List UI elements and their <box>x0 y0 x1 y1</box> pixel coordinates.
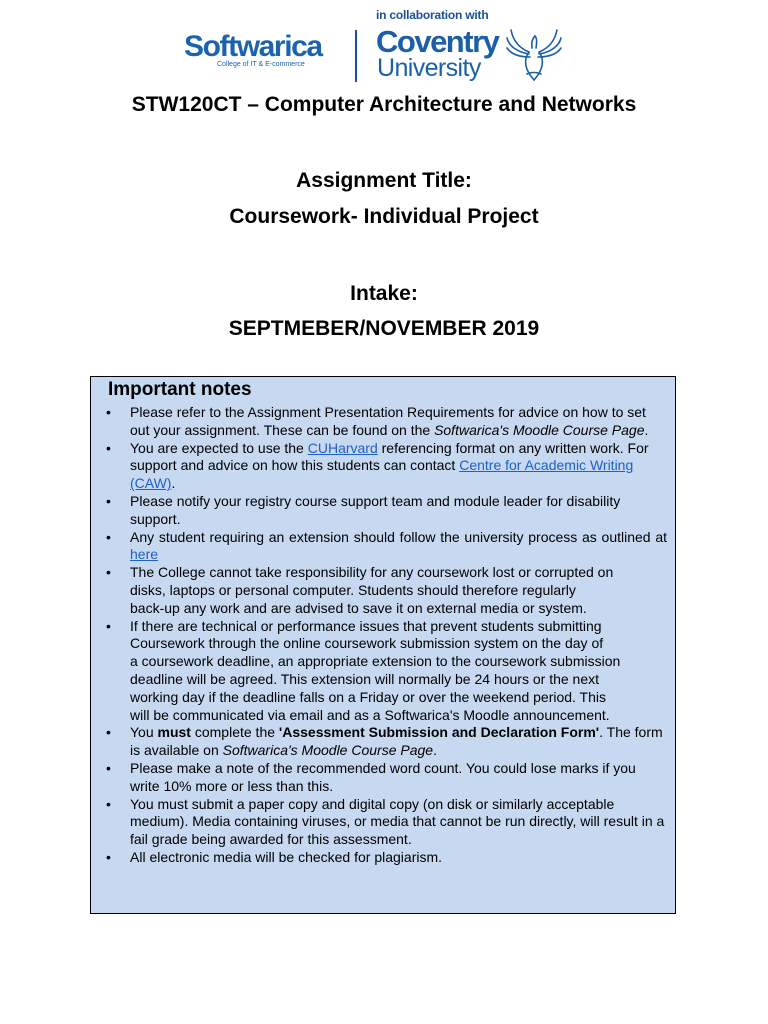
list-item <box>91 440 677 493</box>
phoenix-icon <box>505 26 563 84</box>
cuharvard-link[interactable]: CUHarvard <box>307 439 378 456</box>
softwarica-tagline: College of IT & E-commerce <box>217 61 305 68</box>
item-text: . <box>171 475 176 492</box>
list-item <box>91 796 677 849</box>
item-text: referencing format on any written work. For support and advice on how this students can contact <box>130 439 649 474</box>
list-item <box>91 564 677 617</box>
item-line: The College cannot take responsibility for any coursework lost or corrupted on <box>130 564 614 581</box>
list-item <box>91 849 677 867</box>
intake-value: SEPTMEBER/NOVEMBER 2019 <box>228 317 540 340</box>
item-text: You are expected to use the <box>130 439 308 456</box>
softwarica-logo: Softwarica <box>184 30 322 63</box>
item-text: You must submit a paper copy and digital copy (on disk or similarly acceptable medium). Media containing viruses, or media that cannot be run directly, will result in a fail grade being awarded for this assessment. <box>130 795 665 848</box>
intake-label: Intake: <box>350 282 418 305</box>
notes-list <box>91 404 677 867</box>
list-item <box>91 493 677 529</box>
moodle-course-page-text: Softwarica's Moodle Course Page <box>222 742 434 759</box>
list-item <box>91 760 677 796</box>
collaboration-text: in collaboration with <box>376 8 489 22</box>
item-text: You <box>130 724 158 741</box>
moodle-course-page-text: Softwarica's Moodle Course Page <box>434 421 645 438</box>
course-title: STW120CT – Computer Architecture and Networks <box>131 93 637 116</box>
must-text: must <box>157 724 191 741</box>
notes-heading: Important notes <box>108 379 252 400</box>
item-text: Please notify your registry course support team and module leader for disability support. <box>130 492 621 527</box>
item-text: Please refer to the Assignment Presentation Requirements for advice on how to set out your assignment. These can be found on the <box>130 404 646 438</box>
item-line: back-up any work and are advised to save it on external media or system. <box>130 599 587 616</box>
list-item <box>91 404 677 440</box>
item-line: Coursework through the online coursework submission system on the day of <box>130 635 604 652</box>
item-text: Please make a note of the recommended word count. You could lose marks if you write 10% more or less than this. <box>130 759 636 794</box>
assignment-title: Coursework- Individual Project <box>229 205 539 228</box>
assignment-title-label: Assignment Title: <box>296 169 472 192</box>
item-line: disks, laptops or personal computer. Students should therefore regularly <box>130 581 576 598</box>
list-item <box>91 724 677 760</box>
important-notes-box <box>90 376 676 914</box>
caw-link[interactable]: Centre for Academic Writing (CAW) <box>130 457 634 492</box>
item-line: will be communicated via email and as a Softwarica's Moodle announcement. <box>130 706 610 723</box>
item-text: Any student requiring an extension should follow the university process as outlined at <box>130 528 667 545</box>
item-text: . The form is available on <box>130 724 663 759</box>
university-logo-text: University <box>377 54 481 82</box>
item-line: working day if the deadline falls on a Friday or over the weekend period. This <box>130 688 607 705</box>
list-item <box>91 529 677 565</box>
item-text: . <box>644 421 649 438</box>
declaration-form-name: 'Assessment Submission and Declaration Form' <box>278 724 600 741</box>
item-text: . <box>433 742 437 759</box>
logo-header <box>180 4 570 86</box>
item-line: If there are technical or performance issues that prevent students submitting <box>130 617 602 634</box>
logo-divider <box>355 30 357 82</box>
extension-process-link[interactable]: here <box>130 546 159 563</box>
coventry-logo: Coventry <box>376 24 499 59</box>
list-item <box>91 618 677 725</box>
item-text: complete the <box>190 724 279 741</box>
item-text: All electronic media will be checked for plagiarism. <box>130 848 443 865</box>
item-line: a coursework deadline, an appropriate extension to the coursework submission <box>130 653 621 670</box>
item-line: deadline will be agreed. This extension will normally be 24 hours or the next <box>130 670 600 687</box>
